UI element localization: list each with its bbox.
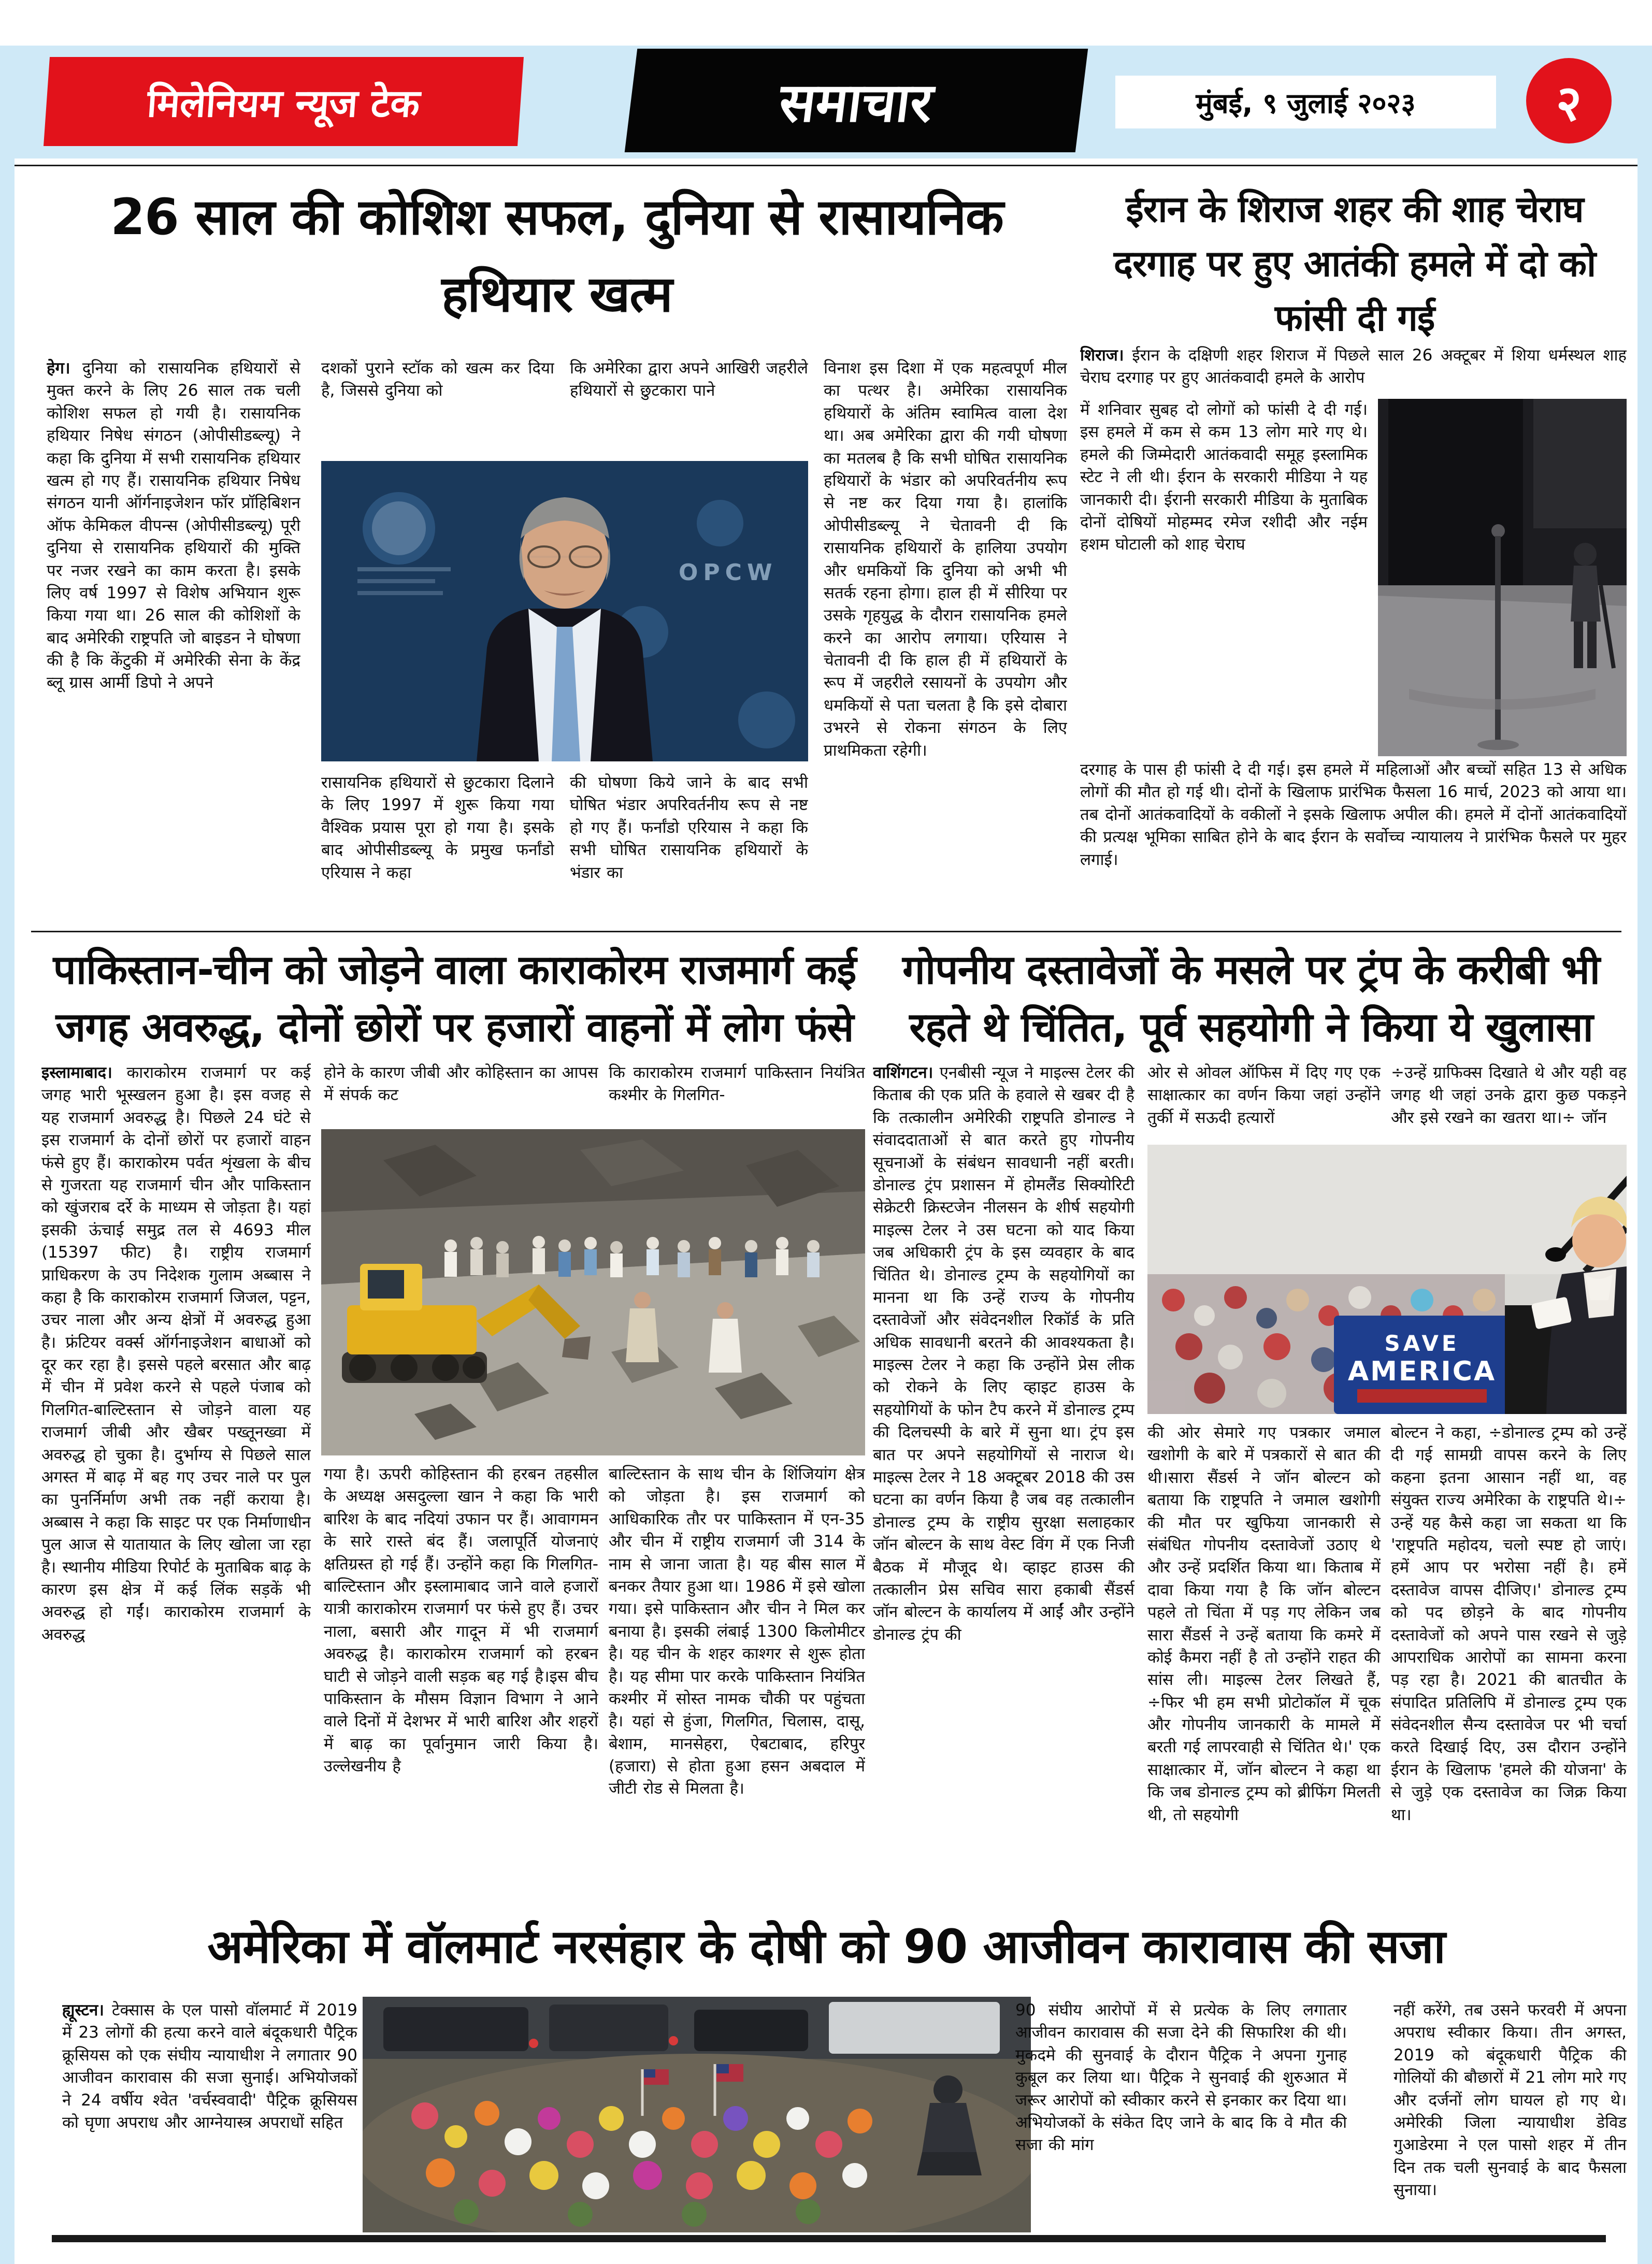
save-america-sign-line2: AMERICA (1347, 1356, 1497, 1387)
shah-cheragh-photo (1378, 399, 1627, 756)
brand-name: मिलेनियम न्यूज टेक (146, 81, 422, 126)
page-number-badge (1526, 58, 1612, 143)
header-rule (15, 165, 1637, 166)
shah-cheragh-photo-graphic (1378, 399, 1627, 756)
walmart-col1-text: टेक्सास के एल पासो वॉलमार्ट में 2019 में 23 लोगों की हत्या करने वाले बंदूकधारी पैट्रिक क्रूसियस को एक संघीय न्यायाधीश ने लगातार 90 आजीवन कारावास की सजा सुनाई। अभियोजकों ने 24 वर्षीय श्वेत 'वर्चस्ववादी' पैट्रिक क्रूसियस को घृणा अपराध और आग्नेयास्त्र अपराधों सहित (62, 2001, 357, 2132)
section-banner (625, 49, 1088, 152)
trump-dateline: वाशिंगटन। (873, 1063, 933, 1082)
page-right-margin (1637, 46, 1652, 2264)
trump-rally-photo-graphic (1147, 1145, 1627, 1414)
save-america-sign-line1: SAVE (1384, 1331, 1460, 1356)
karakoram-col1 (41, 1062, 311, 1906)
trump-col1 (873, 1062, 1134, 1906)
karakoram-col3-top: कि काराकोरम राजमार्ग पाकिस्तान नियंत्रित कश्मीर के गिलगित- (609, 1063, 865, 1105)
walmart-col2: 90 संघीय आरोपों में से प्रत्येक के लिए लगातार आजीवन कारावास की सजा देने की सिफारिश की थी। मुकदमे की सुनवाई के दौरान पैट्रिक ने अपना गुनाह कुबूल कर लिया था। पैट्रिक ने सुनवाई की शुरुआत में जरूर आरोपों को स्वीकार करने से इनकार कर दिया था। अभियोजकों के संकेत दिए जाने के बाद कि वे मौत की सजा की मांग (1015, 2001, 1347, 2155)
iran-dateline: शिराज। (1080, 346, 1124, 365)
edition-dateline: मुंबई, ९ जुलाई २०२३ (1196, 87, 1416, 120)
opcw-col3-bottom: की घोषणा किये जाने के बाद सभी घोषित भंडार अपरिवर्तनीय रूप से नष्ट हो गए हैं। फर्नांडो एरियास ने कहा कि सभी घोषित रासायनिक हथियारों के भंडार का (570, 773, 808, 882)
opcw-col1 (47, 357, 300, 927)
trump-col3-top: ÷उन्हें ग्राफिक्स दिखाते थे और यही वह जगह थी जहां उनके द्वारा कुछ पकड़ने और इसे रखने का खतरा था।÷ जॉन (1391, 1063, 1627, 1127)
karakoram-landslide-photo (321, 1129, 865, 1455)
karakoram-headline: पाकिस्तान-चीन को जोड़ने वाला काराकोरम राजमार्ग कई जगह अवरुद्ध, दोनों छोरों पर हजारों वाहनों में लोग फंसे (53, 947, 856, 1051)
karakoram-col2-top: होने के कारण जीबी और कोहिस्तान का आपस में संपर्क कट (324, 1063, 598, 1105)
trump-col1-text: एनबीसी न्यूज ने माइल्स टेलर की किताब की एक प्रति के हवाले से खबर दी है कि तत्कालीन अमेरिकी राष्ट्रपति डोनाल्ड ने संवाददाताओं से बात करते हुए गोपनीय सूचनाओं के संबंधन सावधानी नहीं बरती। डोनाल्ड ट्रंप प्रशासन में होमलैंड सिक्योरिटी सेक्रेटरी क्रिस्टजेन नीलसन के शीर्ष सहयोगी माइल्स टेलर ने उस घटना को याद किया जब अधिकारी ट्रंप के इस व्यवहार के बाद चिंतित थे। डोनाल्ड ट्रम्प के सहयोगियों का मानना था कि उन्हें राज्य के गोपनीय दस्तावेजों और संवेदनशील रिकॉर्ड के प्रति अधिक सावधानी बरतने की आवश्यकता है। माइल्स टेलर ने कहा कि उन्होंने प्रेस लीक को रोकने के लिए व्हाइट हाउस के सहयोगियों के फोन टैप करने में डोनाल्ड ट्रम्प की दिलचस्पी के बारे में सुना था। ट्रंप इस बात पर अपने सहयोगियों से नाराज थे।माइल्स टेलर ने 18 अक्टूबर 2018 की उस घटना का वर्णन किया है जब वह तत्कालीन डोनाल्ड ट्रम्प के राष्ट्रीय सुरक्षा सलाहकार जॉन बोल्टन के साथ वेस्ट विंग में एक निजी बैठक में मौजूद थे। व्हाइट हाउस की तत्कालीन प्रेस सचिव सारा हकाबी सैंडर्स जॉन बोल्टन के कार्यालय में आईं और उन्होंने डोनाल्ड ट्रंप की (873, 1063, 1134, 1644)
iran-col-left: में शनिवार सुबह दो लोगों को फांसी दे दी गई। इस हमले में कम से कम 13 लोग मारे गए थे। हमले की जिम्मेदारी आतंकवादी समूह इस्लामिक स्टेट ने ली थी। ईरान के सरकारी मीडिया ने यह जानकारी दी। ईरानी सरकारी मीडिया के मुताबिक दोनों दोषियों मोहम्मद रमेज रशीदी और नईम हशम घोटाली को शाह चेराघ (1080, 400, 1368, 554)
walmart-dateline: ह्यूस्टन। (62, 2001, 105, 2020)
walmart-col3: नहीं करेंगे, तब उसने फरवरी में अपना अपराध स्वीकार किया। तीन अगस्त, 2019 को बंदूकधारी पैट्रिक की गोलियों की बौछारों में 21 लोग मारे गए और दर्जनों लोग घायल हो गए थे। अमेरिकी जिला न्यायाधीश डेविड गुआडेरमा ने एल पासो शहर में तीन दिन तक चली सुनवाई के बाद फैसला सुनाया। (1394, 2001, 1627, 2200)
trump-rally-photo (1147, 1145, 1627, 1414)
walmart-col1 (62, 1999, 357, 2232)
opcw-chief-photo (321, 461, 808, 761)
walmart-article (52, 1994, 1627, 2233)
opcw-col2-bottom: रासायनिक हथियारों से छुटकारा दिलाने के लिए 1997 में शुरू किया गया वैश्विक प्रयास पूरा हो गया है। इसके बाद ओपीसीडब्ल्यू के प्रमुख फर्नांडो एरियास ने कहा (321, 773, 554, 882)
save-america-sign (1334, 1316, 1510, 1414)
opcw-col2-top: दशकों पुराने स्टॉक को खत्म कर दिया है, जिससे दुनिया को (321, 359, 554, 400)
opcw-headline: 26 साल की कोशिश सफल, दुनिया से रासायनिक हथियार खत्म (110, 188, 1003, 323)
karakoram-col3-bottom: बाल्टिस्तान के साथ चीन के शिंजियांग क्षेत्र को जोड़ता है। इस राजमार्ग को आधिकारिक तौर पर पाकिस्तान में एन-35 और चीन में राष्ट्रीय राजमार्ग जी 314 के नाम से जाना जाता है। यह बीस साल में बनकर तैयार हुआ था। 1986 में इसे खोला गया। इसे पाकिस्तान और चीन ने मिल कर बनाया है। इसकी लंबाई 1300 किलोमीटर है। यह चीन के शहर काश्गर से शुरू होता है। यह सीमा पार करके पाकिस्तान नियंत्रित कश्मीर में सोस्त नामक चौकी पर पहुंचता है। यहां से हुंजा, गिलगित, चिलास, दासू, बेशाम, मानसेहरा, ऐबटाबाद, हरिपुर (हजारा) से होता हुआ हसन अबदाल में जीटी रोड से मिलता है। (609, 1465, 865, 1798)
bottom-rule (52, 2235, 1606, 2242)
karakoram-landslide-photo-graphic (321, 1129, 865, 1455)
karakoram-col2-bottom: गया है। ऊपरी कोहिस्तान की हरबन तहसील के अध्यक्ष असदुल्ला खान ने कहा कि भारी बारिश के बाद नदियां उफान पर हैं। आवागमन के सारे रास्ते बंद हैं। जलापूर्ति योजनाएं क्षतिग्रस्त हो गई हैं। उन्होंने कहा कि गिलगित-बाल्टिस्तान और इस्लामाबाद जाने वाले हजारों यात्री काराकोरम राजमार्ग पर फंसे हुए हैं। उचर नाला, बसारी और गादून में भी राजमार्ग अवरुद्ध है। काराकोरम राजमार्ग को हरबन घाटी से जोड़ने वाली सड़क बह गई है।इस बीच पाकिस्तान के मौसम विज्ञान विभाग ने आने वाले दिनों में देशभर में भारी बारिश और शहरों में बाढ़ का पूर्वानुमान जारी किया है। उल्लेखनीय है (324, 1465, 598, 1776)
opcw-chief-photo-graphic (321, 461, 808, 761)
dateline-box (1115, 76, 1496, 128)
trump-col2-top: ओर से ओवल ऑफिस में दिए गए एक साक्षात्कार का वर्णन किया जहां उन्होंने तुर्की में सऊदी हत्यारों (1147, 1063, 1381, 1127)
karakoram-dateline: इस्लामाबाद। (41, 1063, 112, 1082)
walmart-headline: अमेरिका में वॉलमार्ट नरसंहार के दोषी को 90 आजीवन कारावास की सजा (207, 1920, 1445, 1974)
iran-article (1080, 344, 1627, 926)
masthead (15, 46, 1637, 158)
iran-headline: ईरान के शिराज शहर की शाह चेराघ दरगाह पर हुए आतंकी हमले में दो को फांसी दी गई (1113, 188, 1596, 339)
brand-box (44, 57, 524, 146)
karakoram-col1-text: काराकोरम राजमार्ग पर कई जगह भारी भूस्खलन हुआ है। इस वजह से यह राजमार्ग अवरुद्ध है। पिछले 24 घंटे से इस राजमार्ग के दोनों छोरों पर हजारों वाहन फंसे हुए हैं। काराकोरम पर्वत शृंखला के बीच से गुजरता यह राजमार्ग चीन और पाकिस्तान को खुंजराब दर्रे के माध्यम से जोड़ता है। यहां इसकी ऊंचाई समुद्र तल से 4693 मील (15397 फीट) है। राष्ट्रीय राजमार्ग प्राधिकरण के उप निदेशक गुलाम अब्बास ने कहा है कि काराकोरम राजमार्ग जिजल, पट्टन, उचर नाला और अन्य क्षेत्रों में अवरुद्ध हुआ है। फ्रंटियर वर्क्स ऑर्गनाइजेशन बाधाओं को दूर कर रहा है। इससे पहले बरसात और बाढ़ में चीन में प्रवेश करने से पहले पंजाब को गिलगित-बाल्टिस्तान से जोड़ने वाला यह राजमार्ग जीबी और खैबर पख्तूनख्वा में अवरुद्ध हो चुका है। दुर्भाग्य से पिछले साल अगस्त में बाढ़ में बह गए उचर नाले पर पुल का पुनर्निर्माण अभी तक नहीं कराया है। अब्बास ने कहा कि साइट पर एक निर्माणाधीन पुल आज से यातायात के लिए खोला जा रहा है। स्थानीय मीडिया रिपोर्ट के मुताबिक बाढ़ के कारण इस क्षेत्र में कई लिंक सड़कें भी अवरुद्ध हो गईं। काराकोरम राजमार्ग के अवरुद्ध (41, 1063, 311, 1644)
opcw-col1-text: दुनिया को रासायनिक हथियारों से मुक्त करने के लिए 26 साल तक चली कोशिश सफल हो गयी है। रासायनिक हथियार निषेध संगठन (ओपीसीडब्ल्यू) ने कहा कि दुनिया में सभी रासायनिक हथियार खत्म हो गए हैं। रासायनिक हथियार निषेध संगठन यानी ऑर्गनाइजेशन फॉर प्रॉहिबिशन ऑफ केमिकल वीपन्स (ओपीसीडब्ल्यू) पूरी दुनिया से रासायनिक हथियारों की मुक्ति पर नजर रखने का काम करता है। इसके लिए वर्ष 1997 से विशेष अभियान शुरू किया गया था। 26 साल की कोशिशों के बाद अमेरिकी राष्ट्रपति जो बाइडन ने घोषणा की है कि केंटुकी में अमेरिकी सेना के केंद्र ब्लू ग्रास आर्मी डिपो ने अपने (47, 359, 300, 693)
iran-bottom: दरगाह के पास ही फांसी दे दी गई। इस हमले में महिलाओं और बच्चों सहित 13 से अधिक लोगों की मौत हो गई थी। दोनों के खिलाफ प्रारंभिक फैसला 16 मार्च, 2023 को आया था। तब दोनों आतंकवादियों के वकीलों ने इसके खिलाफ अपील की। हमले में दोनों आतंकवादियों की प्रत्यक्ष भूमिका साबित होने के बाद ईरान के सर्वोच्च न्यायालय ने प्रारंभिक फैसले पर मुहर लगाई। (1080, 760, 1627, 869)
walmart-memorial-photo (363, 1997, 1031, 2232)
iran-intro-text: ईरान के दक्षिणी शहर शिराज में पिछले साल 26 अक्टूबर में शिया धर्मस्थल शाह चेराघ दरगाह पर हुए आतंकवादी हमले के आरोप (1080, 346, 1627, 387)
karakoram-article (41, 1062, 865, 1906)
mid-rule (31, 931, 1621, 932)
opcw-col4: विनाश इस दिशा में एक महत्वपूर्ण मील का पत्थर है। अमेरिका रासायनिक हथियारों के अंतिम स्वामित्व वाला देश था। अब अमेरिका द्वारा की गयी घोषणा का मतलब है कि सभी घोषित रासायनिक हथियारों के भंडार को अपरिवर्तनीय रूप से नष्ट कर दिया गया है। हालांकि ओपीसीडब्ल्यू ने चेतावनी दी कि रासायनिक हथियारों के हालिया उपयोग और धमकियों कि दुनिया को अभी भी सतर्क रहना होगा। हाल ही में सीरिया पर उसके गृहयुद्ध के दौरान रासायनिक हमले करने का आरोप लगाया। एरियास ने चेतावनी दी कि हाल ही में हथियारों के रूप में जहरीले रसायनों के उपयोग और धमकियों से पता चलता है कि इसे दोबारा उभरने से रोकना संगठन के लिए प्राथमिकता रहेगी। (824, 359, 1067, 760)
trump-col3-bottom: बोल्टन ने कहा, ÷डोनाल्ड ट्रम्प को उन्हें दी गई सामग्री वापस करने के लिए कहना इतना आसान नहीं था, वह संयुक्त राज्य अमेरिका के राष्ट्रपति थे।÷ उन्हें यह कैसे कहा जा सकता था कि 'राष्ट्रपति महोदय, चलो स्पष्ट हो जाएं। हमें आप पर भरोसा नहीं है। हमें दस्तावेज वापस दीजिए।' डोनाल्ड ट्रम्प को पद छोड़ने के बाद गोपनीय दस्तावेजों को अपने पास रखने से जुड़े आपराधिक आरोपों का सामना करना पड़ रहा है। 2021 की बातचीत के संपादित प्रतिलिपि में डोनाल्ड ट्रम्प एक संवेदनशील सैन्य दस्तावेज पर भी चर्चा करते दिखाई दिए, उस दौरान उन्होंने ईरान के खिलाफ 'हमले की योजना' के से जुड़े एक दस्तावेज का जिक्र किया था। (1391, 1423, 1627, 1824)
section-name: समाचार (775, 70, 937, 134)
iran-intro (1080, 344, 1627, 396)
page-left-margin (0, 46, 15, 2264)
page-number: २ (1556, 75, 1582, 132)
trump-headline: गोपनीय दस्तावेजों के मसले पर ट्रंप के करीबी भी रहते थे चिंतित, पूर्व सहयोगी ने किया ये खुलासा (902, 947, 1600, 1051)
opcw-article (47, 357, 1067, 927)
trump-article (873, 1062, 1627, 1906)
trump-col2-bottom: की ओर सेमारे गए पत्रकार जमाल खशोगी के बारे में पत्रकारों से बात की थी।सारा सैंडर्स ने जॉन बोल्टन को बताया कि राष्ट्रपति ने जमाल खशोगी की मौत पर खुफिया जानकारी से संबंधित गोपनीय दस्तावेजों उठाए थे और उन्हें प्रदर्शित किया था। किताब में दावा किया गया है कि जॉन बोल्टन पहले तो चिंता में पड़ गए लेकिन जब सारा सैंडर्स ने उन्हें बताया कि कमरे में कोई कैमरा नहीं है तो उन्होंने राहत की सांस ली। माइल्स टेलर लिखते हैं, ÷फिर भी हम सभी प्रोटोकॉल में चूक और गोपनीय जानकारी के मामले में बरती गई लापरवाही से चिंतित थे।' एक साक्षात्कार में, जॉन बोल्टन ने कहा था कि जब डोनाल्ड ट्रम्प को ब्रीफिंग मिलती थी, तो सहयोगी (1147, 1423, 1381, 1824)
opcw-backdrop-watermark: OPCW (679, 559, 778, 586)
opcw-dateline: हेग। (47, 359, 70, 378)
walmart-memorial-photo-graphic (363, 1997, 1031, 2232)
opcw-col3-top: कि अमेरिका द्वारा अपने आखिरी जहरीले हथियारों से छुटकारा पाने (570, 359, 808, 400)
